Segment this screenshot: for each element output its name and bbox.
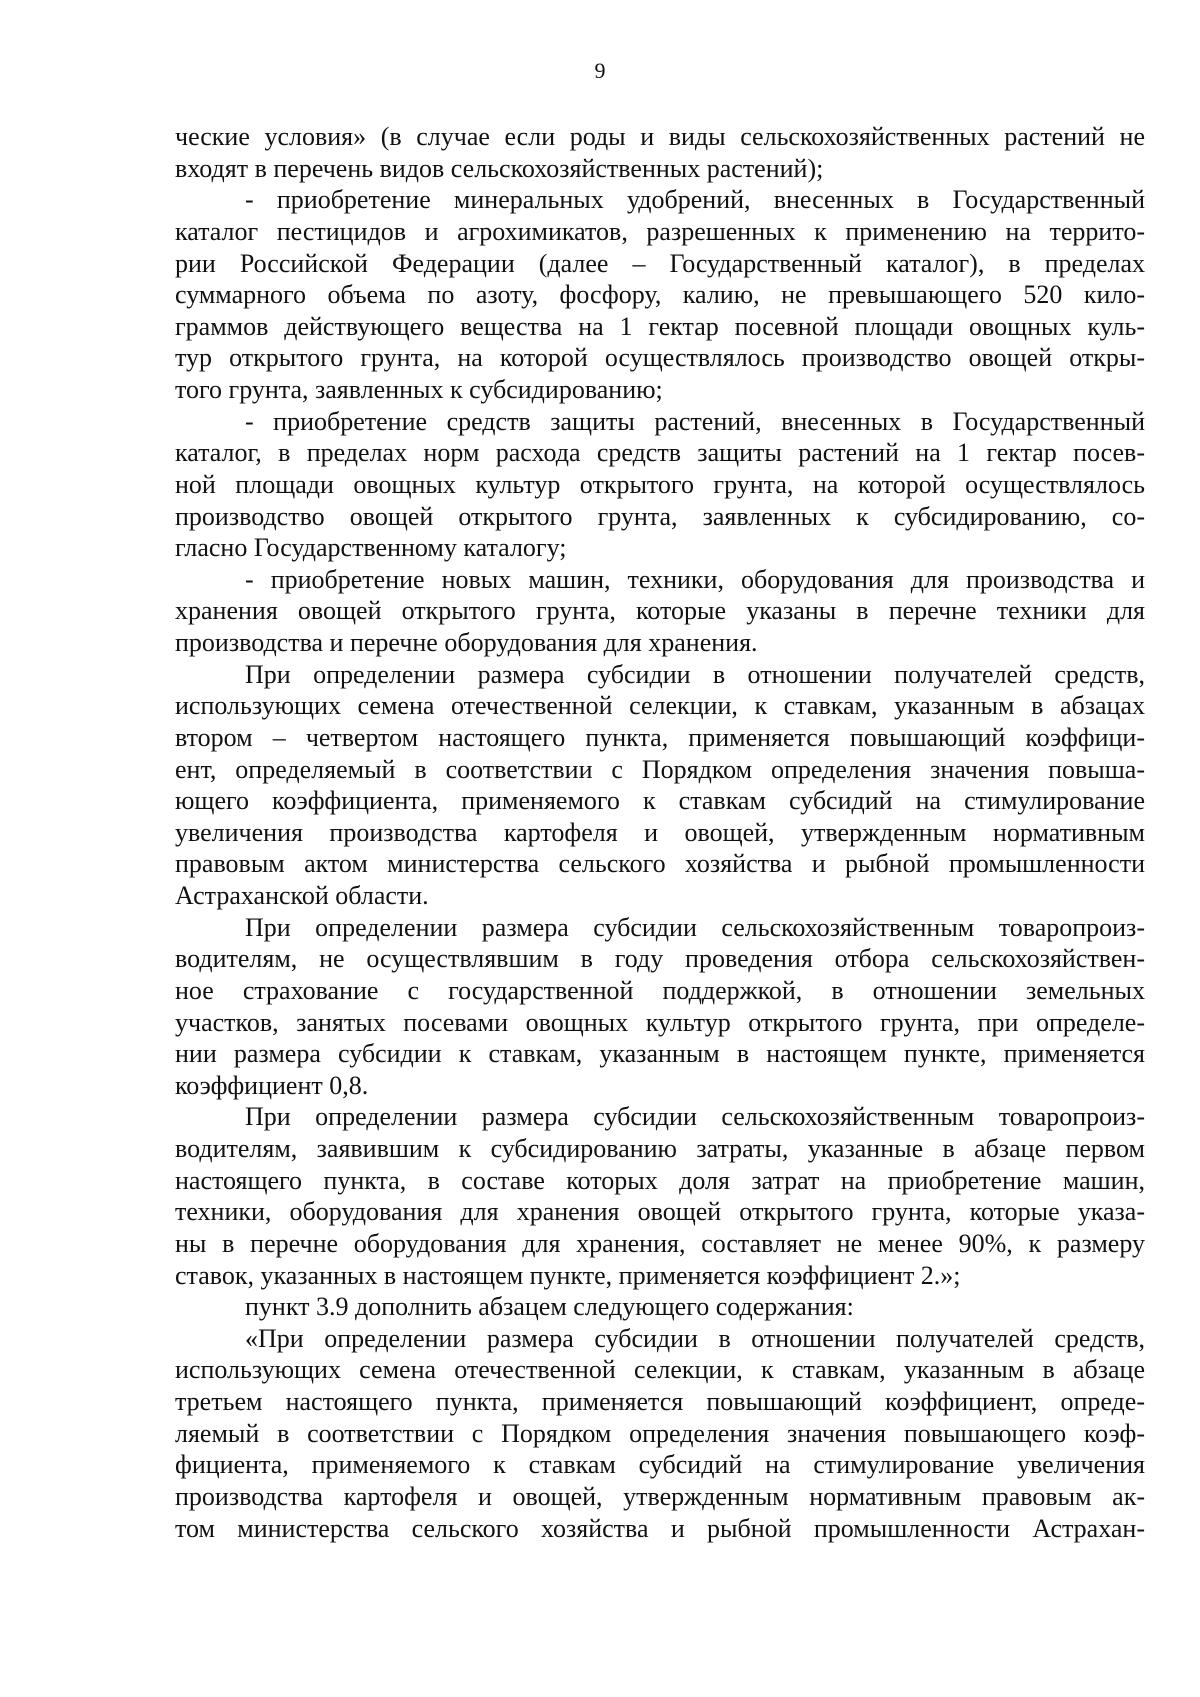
text-line: гласно Государственному каталогу; bbox=[175, 533, 567, 563]
text-line: Астраханской области. bbox=[175, 881, 429, 910]
text-line: ющего коэффициента, применяемого к ставкам субсидий на стимулирование bbox=[175, 786, 1145, 816]
text-line: - приобретение новых машин, техники, оборудования для производства и bbox=[245, 564, 1145, 594]
text-line: - приобретение средств защиты растений, внесенных в Государственный bbox=[245, 406, 1145, 436]
text-line: ческие условия» (в случае если роды и виды сельскохозяйственных растений не bbox=[175, 122, 1145, 151]
text-line: При определении размера субсидии сельскохозяйственным товаропроиз- bbox=[245, 912, 1145, 942]
text-line: настоящего пункта, в составе которых доля затрат на приобретение машин, bbox=[175, 1165, 1145, 1195]
text-line: суммарного объема по азоту, фосфору, калию, не превышающего 520 кило- bbox=[175, 280, 1145, 310]
text-line: использующих семена отечественной селекции, к ставкам, указанным в абзаце bbox=[175, 1355, 1145, 1385]
text-line: производство овощей открытого грунта, заявленных к субсидированию, со- bbox=[175, 501, 1145, 531]
text-line: ент, определяемый в соответствии с Порядком определения значения повыша- bbox=[175, 754, 1145, 784]
text-line: При определении размера субсидии в отношении получателей средств, bbox=[245, 659, 1145, 689]
text-line: «При определении размера субсидии в отношении получателей средств, bbox=[245, 1323, 1145, 1353]
text-line: коэффициент 0,8. bbox=[175, 1070, 369, 1100]
text-line: граммов действующего вещества на 1 гектар посевной площади овощных куль- bbox=[175, 311, 1145, 341]
text-line: При определении размера субсидии сельскохозяйственным товаропроиз- bbox=[245, 1102, 1145, 1132]
text-line: участков, занятых посевами овощных культур открытого грунта, при определе- bbox=[175, 1007, 1145, 1037]
text-line: нии размера субсидии к ставкам, указанным в настоящем пункте, применяется bbox=[175, 1039, 1145, 1069]
text-line: ное страхование с государственной поддержкой, в отношении земельных bbox=[175, 975, 1145, 1005]
text-line: фициента, применяемого к ставкам субсидий на стимулирование увеличения bbox=[175, 1450, 1145, 1480]
text-line: каталог пестицидов и агрохимикатов, разрешенных к применению на террито- bbox=[175, 216, 1145, 246]
text-line: - приобретение минеральных удобрений, внесенных в Государственный bbox=[245, 185, 1145, 215]
text-line: пункт 3.9 дополнить абзацем следующего содержания: bbox=[245, 1292, 854, 1322]
text-line: водителям, не осуществлявшим в году проведения отбора сельскохозяйствен- bbox=[175, 944, 1145, 974]
text-line: рии Российской Федерации (далее – Государственный каталог), в пределах bbox=[175, 248, 1145, 278]
document-body bbox=[175, 121, 1145, 1544]
text-line: входят в перечень видов сельскохозяйственных растений); bbox=[175, 153, 824, 183]
text-line: производства картофеля и овощей, утвержденным нормативным правовым ак- bbox=[175, 1481, 1145, 1511]
text-line: производства и перечне оборудования для хранения. bbox=[175, 628, 758, 657]
text-line: том министерства сельского хозяйства и рыбной промышленности Астрахан- bbox=[175, 1513, 1145, 1543]
text-line: правовым актом министерства сельского хозяйства и рыбной промышленности bbox=[175, 849, 1145, 879]
page-number: 9 bbox=[594, 58, 606, 83]
text-line: каталог, в пределах норм расхода средств защиты растений на 1 гектар посев- bbox=[175, 438, 1145, 468]
text-line: водителям, заявившим к субсидированию затраты, указанные в абзаце первом bbox=[175, 1134, 1145, 1163]
text-line: тур открытого грунта, на которой осуществлялось производство овощей откры- bbox=[175, 343, 1145, 373]
text-line: втором – четвертом настоящего пункта, применяется повышающий коэффици- bbox=[175, 722, 1145, 752]
text-line: ны в перечне оборудования для хранения, составляет не менее 90%, к размеру bbox=[175, 1228, 1145, 1258]
text-line: ставок, указанных в настоящем пункте, применяется коэффициент 2.»; bbox=[175, 1260, 961, 1290]
text-line: ляемый в соответствии с Порядком определения значения повышающего коэф- bbox=[175, 1418, 1145, 1448]
text-line: увеличения производства картофеля и овощей, утвержденным нормативным bbox=[175, 817, 1145, 847]
text-line: третьем настоящего пункта, применяется повышающий коэффициент, опреде- bbox=[175, 1387, 1145, 1416]
text-line: ной площади овощных культур открытого грунта, на которой осуществлялось bbox=[175, 469, 1145, 499]
text-line: хранения овощей открытого грунта, которые указаны в перечне техники для bbox=[175, 596, 1145, 626]
text-line: использующих семена отечественной селекции, к ставкам, указанным в абзацах bbox=[175, 691, 1145, 721]
text-line: техники, оборудования для хранения овощей открытого грунта, которые указа- bbox=[175, 1197, 1145, 1227]
text-line: того грунта, заявленных к субсидированию; bbox=[175, 375, 663, 404]
